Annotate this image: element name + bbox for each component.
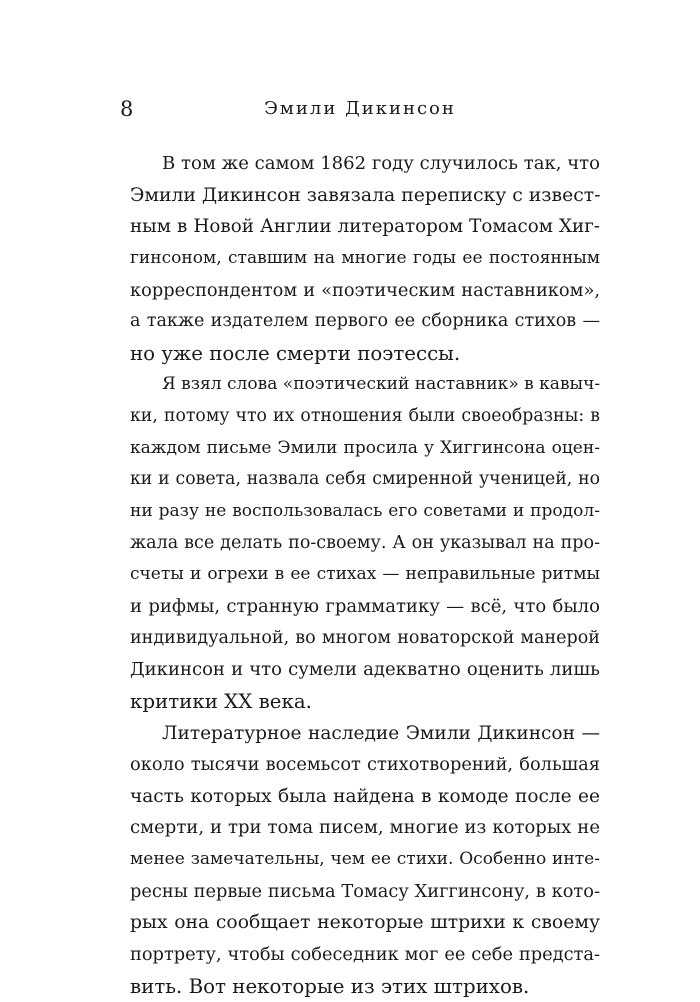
body-text — [130, 148, 600, 1002]
text-line: ресны первые письма Томасу Хиггинсону, в кото- — [130, 880, 600, 902]
text-line: около тысячи восемьсот стихотворений, большая — [130, 754, 600, 776]
text-line: Я взял слова «поэтический наставник» в кавыч- — [162, 374, 601, 395]
text-line: рых она сообщает некоторые штрихи к своему — [130, 912, 600, 934]
paragraph — [130, 369, 600, 717]
text-line: критики XX века. — [130, 689, 312, 713]
text-line: ки, потому что их отношения были своеобразны: в — [130, 406, 600, 427]
text-line: вить. Вот некоторые из этих штрихов. — [130, 974, 530, 998]
text-line: жала все делать по-своему. А он указывал на про- — [130, 532, 600, 553]
text-line: Эмили Дикинсон завязала переписку с извест- — [130, 184, 601, 206]
text-line: Литературное наследие Эмили Дикинсон — — [162, 722, 600, 744]
page-number: 8 — [120, 97, 134, 121]
paragraph — [130, 718, 600, 1002]
text-line: и рифмы, странную грамматику — всё, что было — [130, 595, 600, 617]
text-line: ни разу не воспользовалась его советами и продол- — [130, 501, 600, 522]
text-line: но уже после смерти поэтессы. — [130, 341, 461, 365]
text-line: каждом письме Эмили просила у Хиггинсона оцен- — [130, 437, 600, 458]
text-line: портрету, чтобы собеседник мог ее себе предста- — [130, 944, 600, 966]
text-line: гинсоном, ставшим на многие годы ее постоянным — [130, 247, 600, 268]
text-line: В том же самом 1862 году случилось так, что — [162, 153, 600, 174]
text-line: менее замечательны, чем ее стихи. Особенно инте- — [130, 849, 600, 870]
text-line: Дикинсон и что сумели адекватно оценить лишь — [130, 659, 600, 681]
text-line: смерти, и три тома писем, многие из которых не — [130, 817, 600, 839]
text-line: счеты и огрехи в ее стихах — неправильные ритмы — [130, 564, 600, 585]
text-line: корреспондентом и «поэтическим наставником», — [130, 279, 600, 301]
text-line: а также издателем первого ее сборника стихов — — [130, 311, 600, 332]
paragraph — [130, 148, 600, 369]
text-line: ным в Новой Англии литератором Томасом Хиг- — [130, 216, 600, 238]
text-line: ки и совета, назвала себя смиренной ученицей, но — [130, 469, 600, 490]
running-head — [120, 92, 600, 126]
running-title: Эмили Дикинсон — [264, 98, 456, 119]
text-line: часть которых была найдена в комоде после ее — [130, 785, 600, 807]
text-line: индивидуальной, во многом новаторской манерой — [130, 627, 600, 648]
